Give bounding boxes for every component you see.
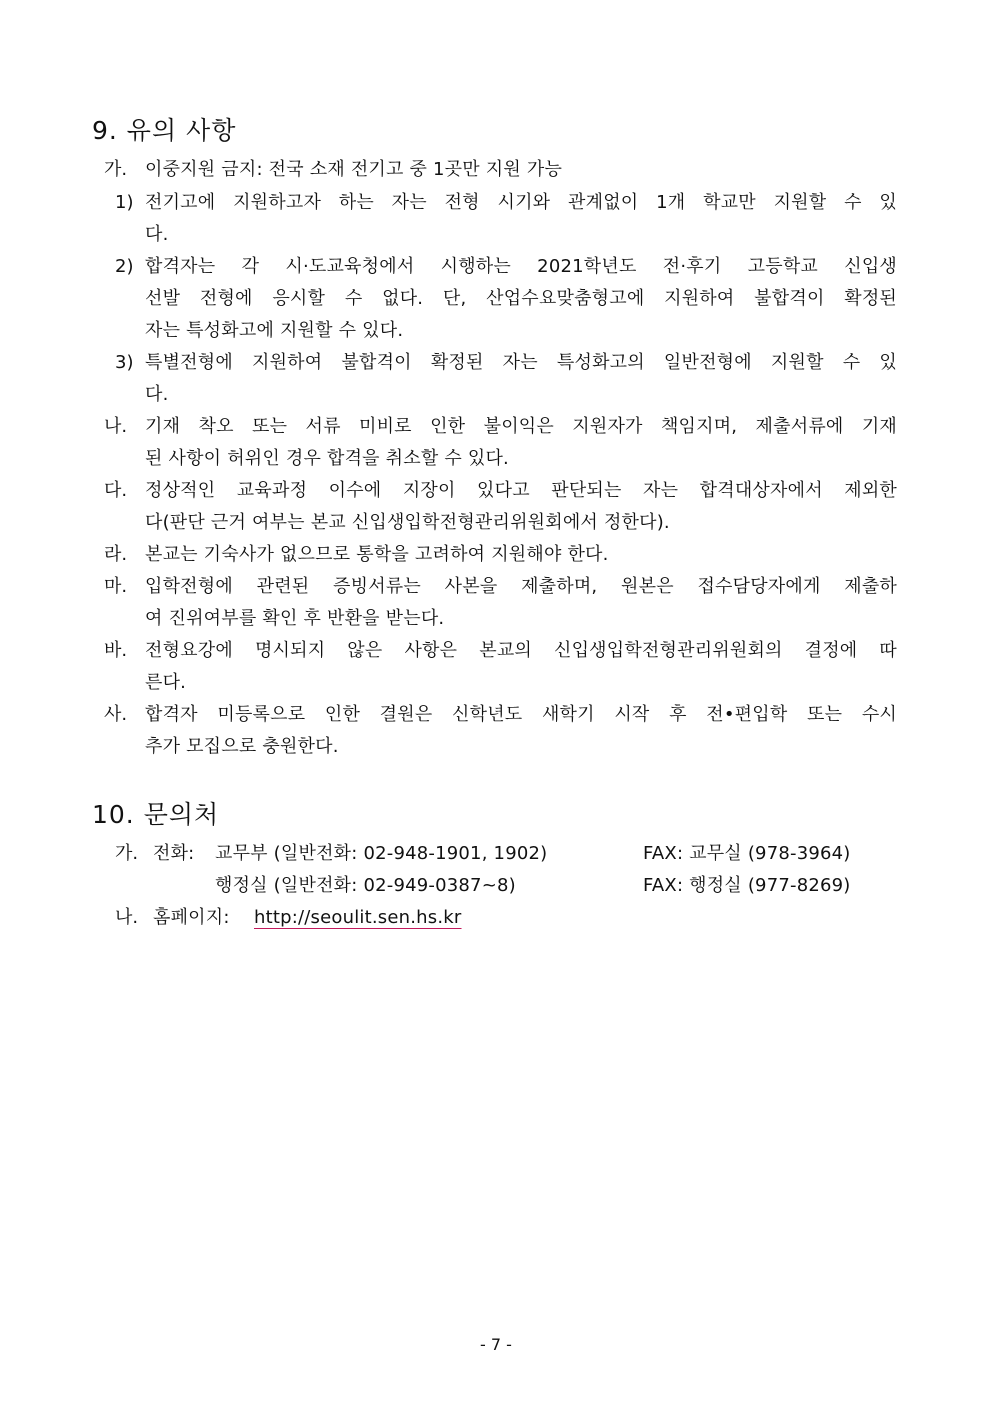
item-ba-marker: 바.: [104, 640, 128, 661]
fax-administration: FAX: 행정실 (977-8269): [643, 875, 851, 896]
item-sa-line-2: 추가 모집으로 충원한다.: [145, 736, 339, 757]
item-na-line-1: 기재 착오 또는 서류 미비로 인한 불이익은 지원자가 책임지며, 제출서류에 기재: [145, 416, 897, 437]
phone-administration: 행정실 (일반전화: 02-949-0387~8): [215, 875, 516, 896]
item-da-marker: 다.: [104, 480, 128, 501]
item-sa-marker: 사.: [104, 704, 128, 725]
item-ma-line-2: 여 진위여부를 확인 후 반환을 받는다.: [145, 608, 445, 629]
contact-phone-label: 전화:: [153, 843, 195, 864]
sub-item-3-line-2: 다.: [145, 384, 169, 405]
item-ga-text: 이중지원 금지: 전국 소재 전기고 중 1곳만 지원 가능: [145, 159, 563, 180]
sub-item-2-line-3: 자는 특성화고에 지원할 수 있다.: [145, 320, 404, 341]
item-na-marker: 나.: [104, 416, 128, 437]
sub-item-1-line-1: 전기고에 지원하고자 하는 자는 전형 시기와 관계없이 1개 학교만 지원할 수 있: [145, 192, 897, 213]
contact-phone-marker: 가.: [115, 843, 139, 864]
sub-item-2-line-2: 선발 전형에 응시할 수 없다. 단, 산업수요맞춤형고에 지원하여 불합격이 확정된: [145, 288, 897, 309]
sub-item-1-line-2: 다.: [145, 224, 169, 245]
item-ra-line-1: 본교는 기숙사가 없으므로 통학을 고려하여 지원해야 한다.: [145, 544, 609, 565]
item-da-line-2: 다(판단 근거 여부는 본교 신입생입학전형관리위원회에서 정한다).: [145, 512, 670, 533]
page-number: - 7 -: [480, 1335, 512, 1354]
item-ra-marker: 라.: [104, 544, 128, 565]
item-ma-line-1: 입학전형에 관련된 증빙서류는 사본을 제출하며, 원본은 접수담당자에게 제출하: [145, 576, 897, 597]
sub-item-3-marker: 3): [115, 352, 134, 373]
item-ma-marker: 마.: [104, 576, 128, 597]
section-10-title: 10. 문의처: [92, 800, 220, 829]
homepage-link[interactable]: http://seoulit.sen.hs.kr: [254, 907, 462, 928]
item-ba-line-2: 른다.: [145, 672, 187, 693]
sub-item-1-marker: 1): [115, 192, 134, 213]
contact-homepage-label: 홈페이지:: [153, 907, 230, 928]
item-sa-line-1: 합격자 미등록으로 인한 결원은 신학년도 새학기 시작 후 전•편입학 또는 수시: [145, 704, 897, 725]
item-na-line-2: 된 사항이 허위인 경우 합격을 취소할 수 있다.: [145, 448, 509, 469]
item-ga-marker: 가.: [104, 159, 128, 180]
contact-homepage-marker: 나.: [115, 907, 139, 928]
section-9-title: 9. 유의 사항: [92, 116, 237, 145]
sub-item-3-line-1: 특별전형에 지원하여 불합격이 확정된 자는 특성화고의 일반전형에 지원할 수 있: [145, 352, 897, 373]
sub-item-2-marker: 2): [115, 256, 134, 277]
item-da-line-1: 정상적인 교육과정 이수에 지장이 있다고 판단되는 자는 합격대상자에서 제외한: [145, 480, 897, 501]
item-ba-line-1: 전형요강에 명시되지 않은 사항은 본교의 신입생입학전형관리위원회의 결정에 따: [145, 640, 897, 661]
sub-item-2-line-1: 합격자는 각 시·도교육청에서 시행하는 2021학년도 전·후기 고등학교 신입생: [145, 256, 897, 277]
fax-academic-office: FAX: 교무실 (978-3964): [643, 843, 851, 864]
phone-academic-affairs: 교무부 (일반전화: 02-948-1901, 1902): [215, 843, 548, 864]
